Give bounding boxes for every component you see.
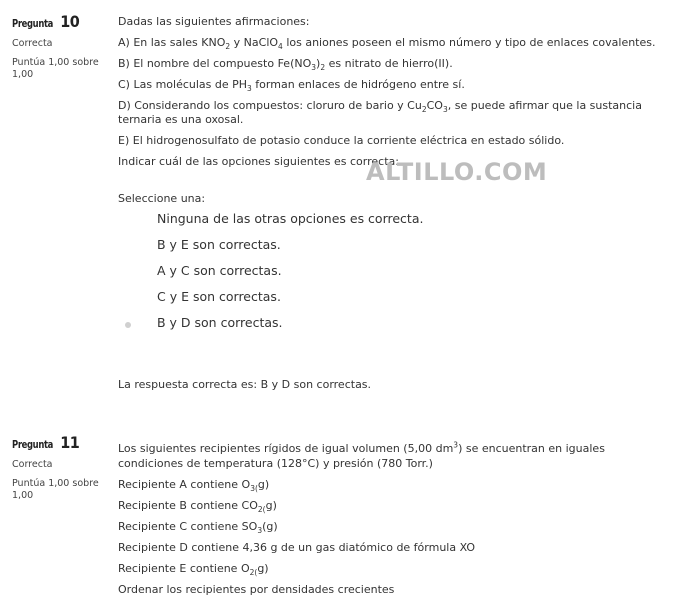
q11-container-b: Recipiente B contiene $CO_{2(}g$)	[118, 499, 277, 515]
q10-option-5[interactable]: B y D son correctas.	[157, 315, 283, 330]
q11-order-prompt: Ordenar los recipientes por densidades crecientes	[118, 583, 395, 596]
q10-intro: Dadas las siguientes afirmaciones:	[118, 15, 310, 28]
question-10-info	[12, 12, 107, 81]
question-11-state: Correcta	[12, 459, 53, 470]
question-10-grade: Puntúa 1,00 sobre 1,00	[12, 57, 99, 80]
question-11-info	[12, 433, 107, 502]
q10-option-1[interactable]: Ninguna de las otras opciones es correcta.	[157, 211, 424, 226]
q10-statement-c: C) Las moléculas de $PH_3$ forman enlaces de hidrógeno entre sí.	[118, 78, 465, 94]
q11-container-a: Recipiente A contiene $O_{3(}g$)	[118, 478, 270, 494]
q10-feedback: La respuesta correcta es: B y D son correctas.	[118, 378, 372, 391]
question-10-number: Pregunta 10	[12, 12, 80, 31]
q10-select-label: Seleccione una:	[118, 192, 206, 205]
q10-prompt: Indicar cuál de las opciones siguientes es correcta:	[118, 155, 399, 168]
q10-statement-a: A) En las sales $KNO_2$ y NaClO$_4$ los aniones poseen el mismo número y tipo de enlaces covalentes.	[118, 36, 656, 52]
q11-container-c: Recipiente C contiene $SO_3(g)$	[118, 520, 278, 536]
q10-option-2[interactable]: B y E son correctas.	[157, 237, 281, 252]
q10-statement-e: E) El hidrogenosulfato de potasio conduce la corriente eléctrica en estado sólido.	[118, 134, 565, 147]
q11-container-e: Recipiente E contiene $O_{2(}g$)	[118, 562, 269, 578]
question-11-grade: Puntúa 1,00 sobre 1,00	[12, 478, 99, 501]
question-11-text	[118, 441, 633, 597]
q11-container-d: Recipiente D contiene 4,36 g de un gas diatómico de fórmula XO	[118, 541, 476, 554]
q10-statement-d: D) Considerando los compuestos: cloruro de bario y $Cu_2CO_3$, se puede afirmar que la sustancia ternaria es una oxosal.	[118, 99, 642, 126]
watermark: ALTILLO.COM	[366, 158, 548, 186]
q11-intro: Los siguientes recipientes rígidos de igual volumen (5,00 $dm^3$) se encuentran en iguales condiciones de temperatura (128°C) y presión (780 Torr.)	[118, 440, 605, 470]
question-10-state: Correcta	[12, 38, 53, 49]
q10-option-4[interactable]: C y E son correctas.	[157, 289, 281, 304]
question-10-text	[118, 15, 688, 169]
q10-option-5-radio[interactable]	[125, 322, 131, 328]
question-11-number: Pregunta 11	[12, 433, 80, 452]
q10-statement-b: B) El nombre del compuesto $Fe(NO_3)_2$ es nitrato de hierro(II).	[118, 57, 453, 73]
q10-option-3[interactable]: A y C son correctas.	[157, 263, 282, 278]
